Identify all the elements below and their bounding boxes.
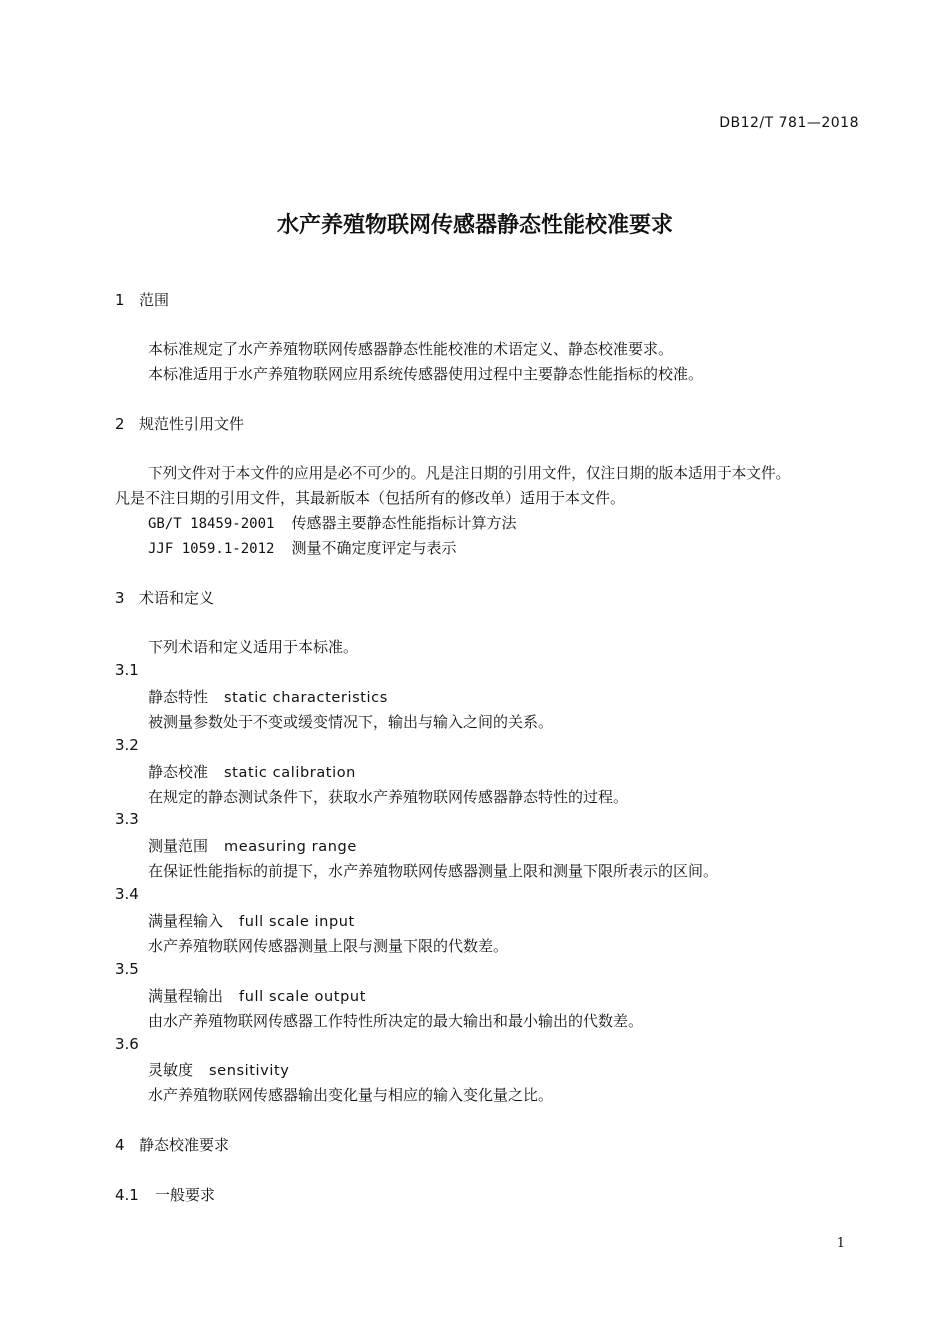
section-title: 术语和定义 xyxy=(139,589,215,607)
term-en: full scale output xyxy=(239,989,366,1005)
page-number: 1 xyxy=(836,1236,845,1251)
section-1-heading xyxy=(115,289,169,310)
clause-number: 3.4 xyxy=(115,885,139,903)
reference-item xyxy=(148,537,456,558)
paragraph: 本标准适用于水产养殖物联网应用系统传感器使用过程中主要静态性能指标的校准。 xyxy=(148,365,704,383)
reference-name: 传感器主要静态性能指标计算方法 xyxy=(291,514,517,532)
section-title: 规范性引用文件 xyxy=(139,415,245,433)
term-definition: 在规定的静态测试条件下，获取水产养殖物联网传感器静态特性的过程。 xyxy=(148,788,629,806)
clause-number: 3.6 xyxy=(115,1035,139,1053)
section-number: 2 xyxy=(115,415,125,433)
section-2-heading xyxy=(115,413,244,434)
reference-code: JJF 1059.1-2012 xyxy=(148,541,275,557)
term-heading xyxy=(148,761,356,782)
term-heading xyxy=(148,686,388,707)
document-title: 水产养殖物联网传感器静态性能校准要求 xyxy=(276,213,673,238)
standard-code: DB12/T 781—2018 xyxy=(719,115,859,131)
clause-number: 3.1 xyxy=(115,661,139,679)
clause-number: 3.5 xyxy=(115,960,139,978)
term-definition: 水产养殖物联网传感器测量上限与测量下限的代数差。 xyxy=(148,937,509,955)
term-en: full scale input xyxy=(239,914,355,930)
paragraph: 下列文件对于本文件的应用是必不可少的。凡是注日期的引用文件，仅注日期的版本适用于本文件。 xyxy=(148,465,791,482)
term-heading xyxy=(148,910,355,931)
term-cn: 静态特性 xyxy=(148,688,209,706)
term-definition: 水产养殖物联网传感器输出变化量与相应的输入变化量之比。 xyxy=(148,1086,554,1104)
term-definition: 被测量参数处于不变或缓变情况下，输出与输入之间的关系。 xyxy=(148,713,554,731)
section-3-heading xyxy=(115,587,214,608)
subsection-4-1-heading xyxy=(115,1184,215,1205)
paragraph: 本标准规定了水产养殖物联网传感器静态性能校准的术语定义、静态校准要求。 xyxy=(148,340,674,358)
paragraph: 下列术语和定义适用于本标准。 xyxy=(148,638,359,656)
term-heading xyxy=(148,1059,289,1080)
term-cn: 测量范围 xyxy=(148,837,209,855)
section-number: 1 xyxy=(115,291,125,309)
clause-number: 3.3 xyxy=(115,810,139,828)
subsection-number: 4.1 xyxy=(115,1186,139,1204)
paragraph: 凡是不注日期的引用文件，其最新版本（包括所有的修改单）适用于本文件。 xyxy=(115,489,626,507)
section-number: 3 xyxy=(115,589,125,607)
reference-item xyxy=(148,512,516,533)
clause-number: 3.2 xyxy=(115,736,139,754)
reference-code: GB/T 18459-2001 xyxy=(148,516,275,532)
term-heading xyxy=(148,985,366,1006)
section-title: 静态校准要求 xyxy=(139,1136,230,1154)
subsection-title: 一般要求 xyxy=(155,1186,216,1204)
term-cn: 静态校准 xyxy=(148,763,209,781)
term-heading xyxy=(148,835,357,856)
reference-name: 测量不确定度评定与表示 xyxy=(291,539,457,557)
section-number: 4 xyxy=(115,1136,125,1154)
term-cn: 满量程输入 xyxy=(148,912,224,930)
term-definition: 在保证性能指标的前提下，水产养殖物联网传感器测量上限和测量下限所表示的区间。 xyxy=(148,862,719,880)
section-4-heading xyxy=(115,1134,229,1155)
term-cn: 灵敏度 xyxy=(148,1061,194,1079)
section-title: 范围 xyxy=(139,291,170,309)
term-en: static calibration xyxy=(224,765,356,781)
term-en: sensitivity xyxy=(209,1063,290,1079)
term-definition: 由水产养殖物联网传感器工作特性所决定的最大输出和最小输出的代数差。 xyxy=(148,1012,644,1030)
term-en: measuring range xyxy=(224,839,357,855)
term-en: static characteristics xyxy=(224,690,388,706)
term-cn: 满量程输出 xyxy=(148,987,224,1005)
